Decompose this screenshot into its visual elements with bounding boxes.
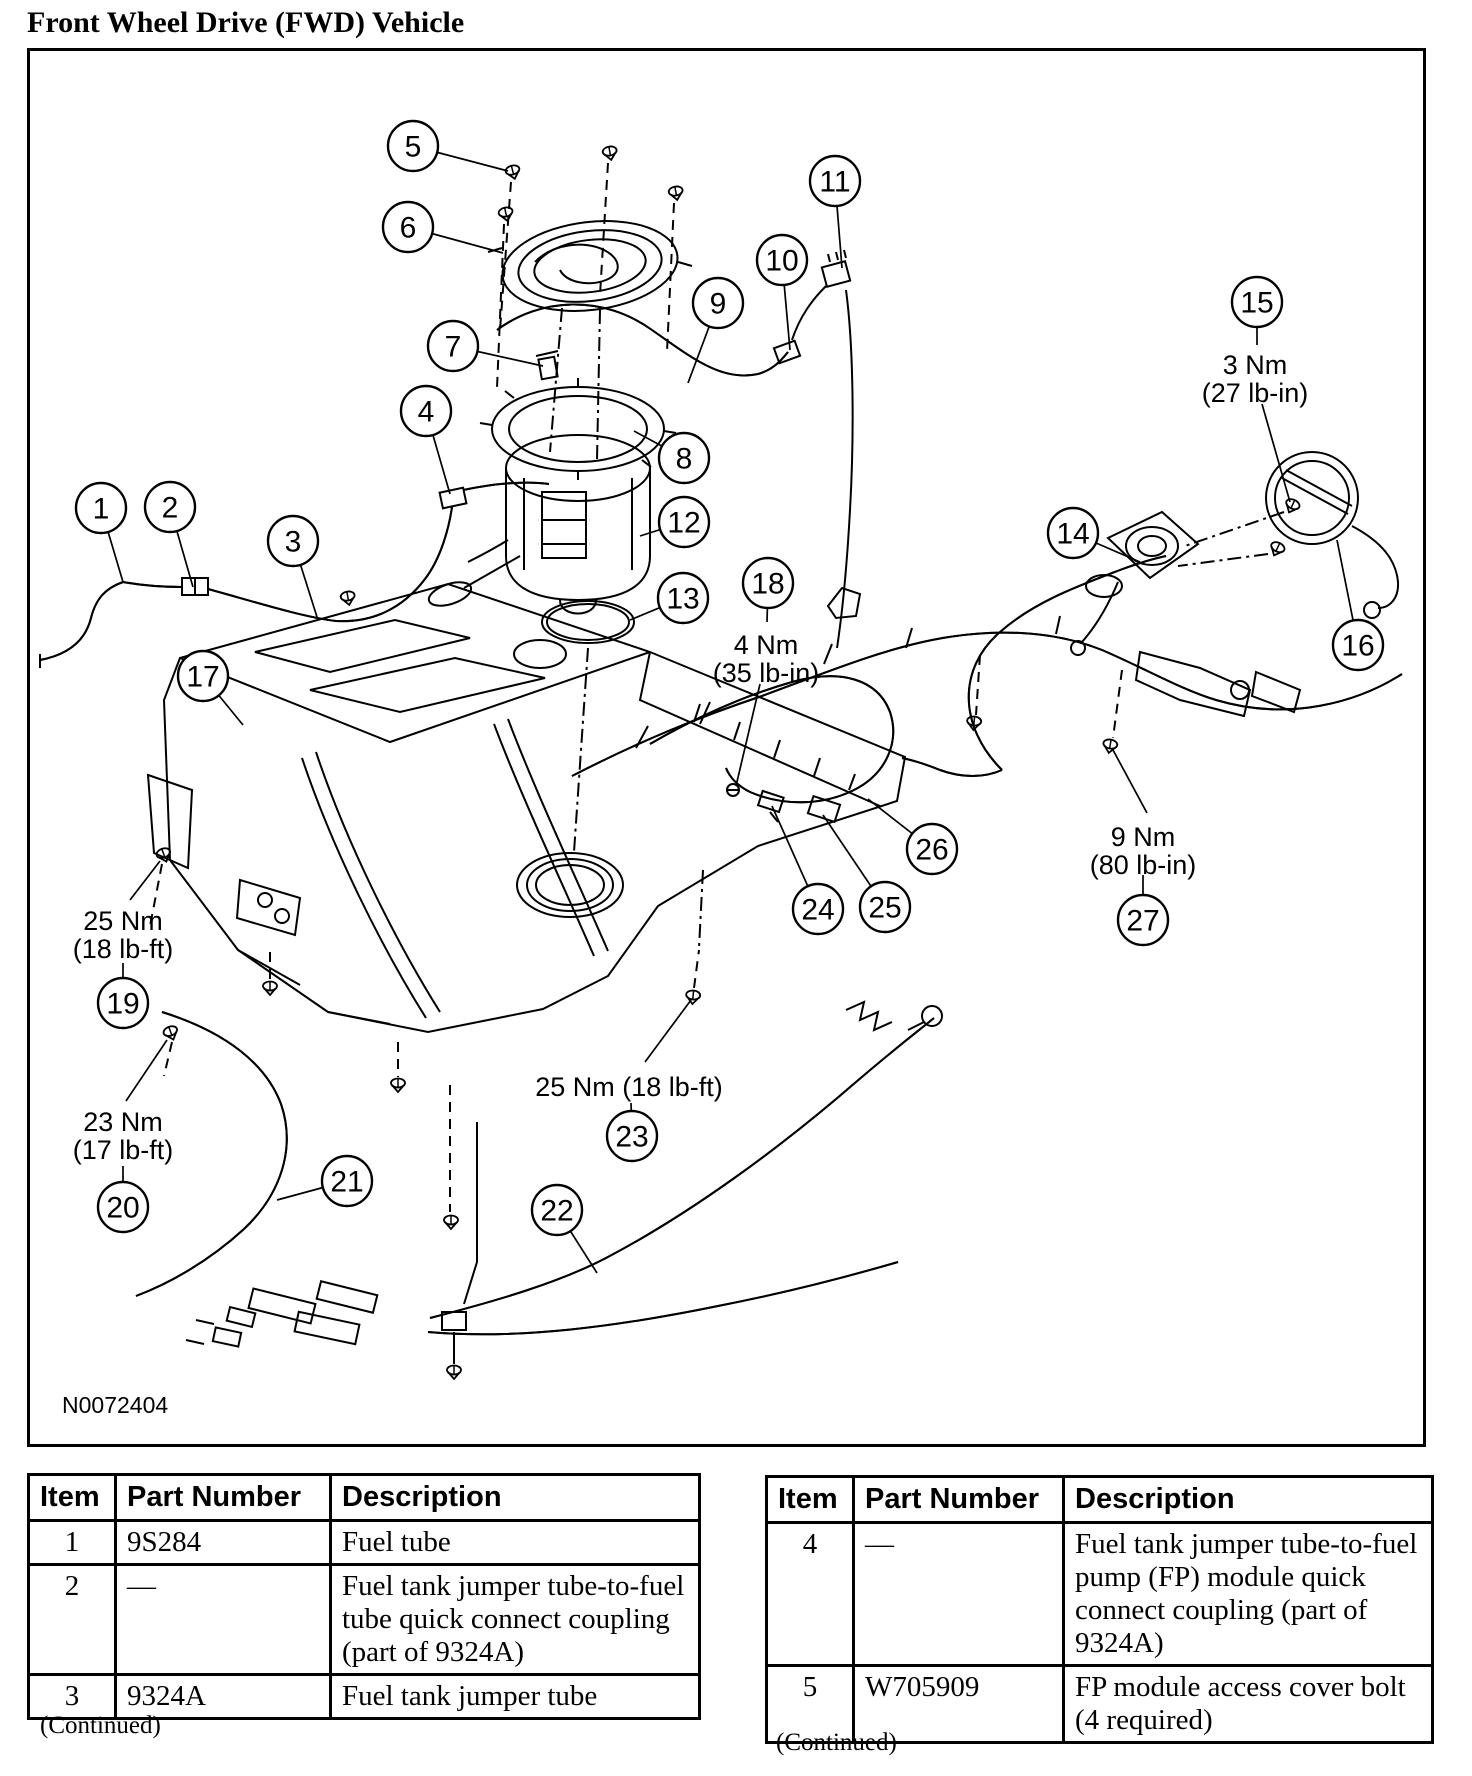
figure-id: N0072404 [62,1392,169,1418]
callout-24 [772,806,843,934]
table-row [29,1565,700,1675]
parts-table-right [765,1475,1434,1744]
torque-20-label [73,1040,174,1165]
callout-13-number: 13 [666,582,700,616]
description-cell: Fuel tank jumper tube [331,1675,700,1719]
callout-21-number: 21 [330,1165,364,1199]
column-header: Part Number [116,1475,331,1521]
vent-loop-art [650,676,893,822]
callout-5-number: 5 [404,130,422,164]
callout-8-number: 8 [675,442,693,476]
callout-26 [868,799,957,874]
torque-27-text: 9 Nm (80 lb-in) [1089,822,1197,880]
torque-27-leader-line [1113,750,1147,813]
item-cell: 2 [29,1565,116,1675]
torque-19-text: 25 Nm (18 lb-ft) [72,906,174,964]
callout-5 [388,121,508,171]
callout-6-number: 6 [399,211,417,245]
item-cell: 3 [29,1675,116,1719]
table-row [767,1523,1433,1666]
callout-1 [76,483,126,582]
item-cell: 5 [767,1666,854,1743]
column-header: Item [29,1475,116,1521]
table-header-row [767,1477,1433,1523]
column-header: Description [331,1475,700,1521]
torque-23-text: 25 Nm (18 lb-ft) [535,1072,723,1102]
torque-15-label [1202,350,1309,502]
column-header: Part Number [854,1477,1064,1523]
item-cell: 1 [29,1521,116,1565]
callout-22-number: 22 [540,1194,574,1228]
callout-24-number: 24 [801,893,835,927]
description-cell: Fuel tube [331,1521,700,1565]
callout-16 [1333,540,1383,670]
callout-1-number: 1 [92,492,110,526]
torque-15-text: 3 Nm (27 lb-in) [1201,350,1309,408]
callout-18 [743,558,793,622]
callout-25-number: 25 [868,891,902,925]
callout-4-number: 4 [417,395,435,429]
table-header-row [29,1475,700,1521]
torque-19-label [73,861,174,964]
callout-11-number: 11 [819,165,851,199]
table-row [29,1521,700,1565]
callout-17-number: 17 [186,660,220,694]
callout-21 [277,1156,372,1206]
callout-9-number: 9 [709,287,727,321]
callout-27-number: 27 [1126,904,1160,938]
callout-3-number: 3 [284,525,302,559]
callout-19 [98,963,148,1028]
callout-26-number: 26 [915,833,949,867]
callout-19-number: 19 [106,987,140,1021]
callout-2-number: 2 [161,491,179,525]
callout-7 [428,321,543,371]
continued-note-right: (Continued) [776,1729,897,1756]
callout-14 [1048,508,1140,562]
callout-10-number: 10 [765,244,799,278]
part-number-cell: 9324A [116,1675,331,1719]
callout-layer [73,121,1383,1273]
part-number-cell: — [116,1565,331,1675]
callout-20-number: 20 [106,1191,140,1225]
callout-3 [268,516,318,617]
part-number-cell: W705909 [854,1666,1064,1743]
page-title: Front Wheel Drive (FWD) Vehicle [27,6,465,39]
callout-4 [401,386,451,494]
fp-access-cover-art [488,212,692,321]
description-cell: FP module access cover bolt (4 required) [1064,1666,1433,1743]
callout-6 [383,202,503,253]
callout-18-number: 18 [751,567,785,601]
callout-2 [145,482,195,587]
torque-23-label [535,1000,723,1102]
continued-note-left: (Continued) [40,1712,161,1739]
callout-12-number: 12 [667,506,701,540]
torque-20-text: 23 Nm (17 lb-ft) [72,1107,174,1165]
callout-23-number: 23 [615,1120,649,1154]
torque-23-leader-line [645,1000,691,1062]
callout-7-number: 7 [444,330,462,364]
description-cell: Fuel tank jumper tube-to-fuel pump (FP) module quick connect coupling (part of 9324A) [1064,1523,1433,1666]
item-cell: 4 [767,1523,854,1666]
fp-module-art [426,435,650,614]
part-number-cell: 9S284 [116,1521,331,1565]
o-ring-art [542,601,634,643]
part-number-cell: — [854,1523,1064,1666]
parts-table-left [27,1473,701,1720]
callout-17 [178,651,243,725]
callout-27 [1118,875,1168,945]
description-cell: Fuel tank jumper tube-to-fuel tube quick connect coupling (part of 9324A) [331,1565,700,1675]
callout-10 [757,235,807,350]
callout-11 [810,156,860,268]
column-header: Description [1064,1477,1433,1523]
lock-ring-art [480,378,676,480]
column-header: Item [767,1477,854,1523]
callout-23 [607,1103,657,1161]
callout-15 [1232,277,1282,345]
callout-20 [98,1166,148,1232]
callout-16-number: 16 [1341,629,1375,663]
torque-20-leader-line [126,1040,167,1101]
torque-27-label [1090,750,1197,880]
cover-bolts-art [497,145,684,388]
callout-14-number: 14 [1056,517,1090,551]
torque-19-leader-line [130,861,160,900]
brake-cable-art [136,950,942,1379]
callout-22 [532,1185,597,1273]
torque-18-text: 4 Nm (35 lb-in) [712,630,820,688]
callout-15-number: 15 [1240,286,1274,320]
callout-9 [688,278,743,383]
